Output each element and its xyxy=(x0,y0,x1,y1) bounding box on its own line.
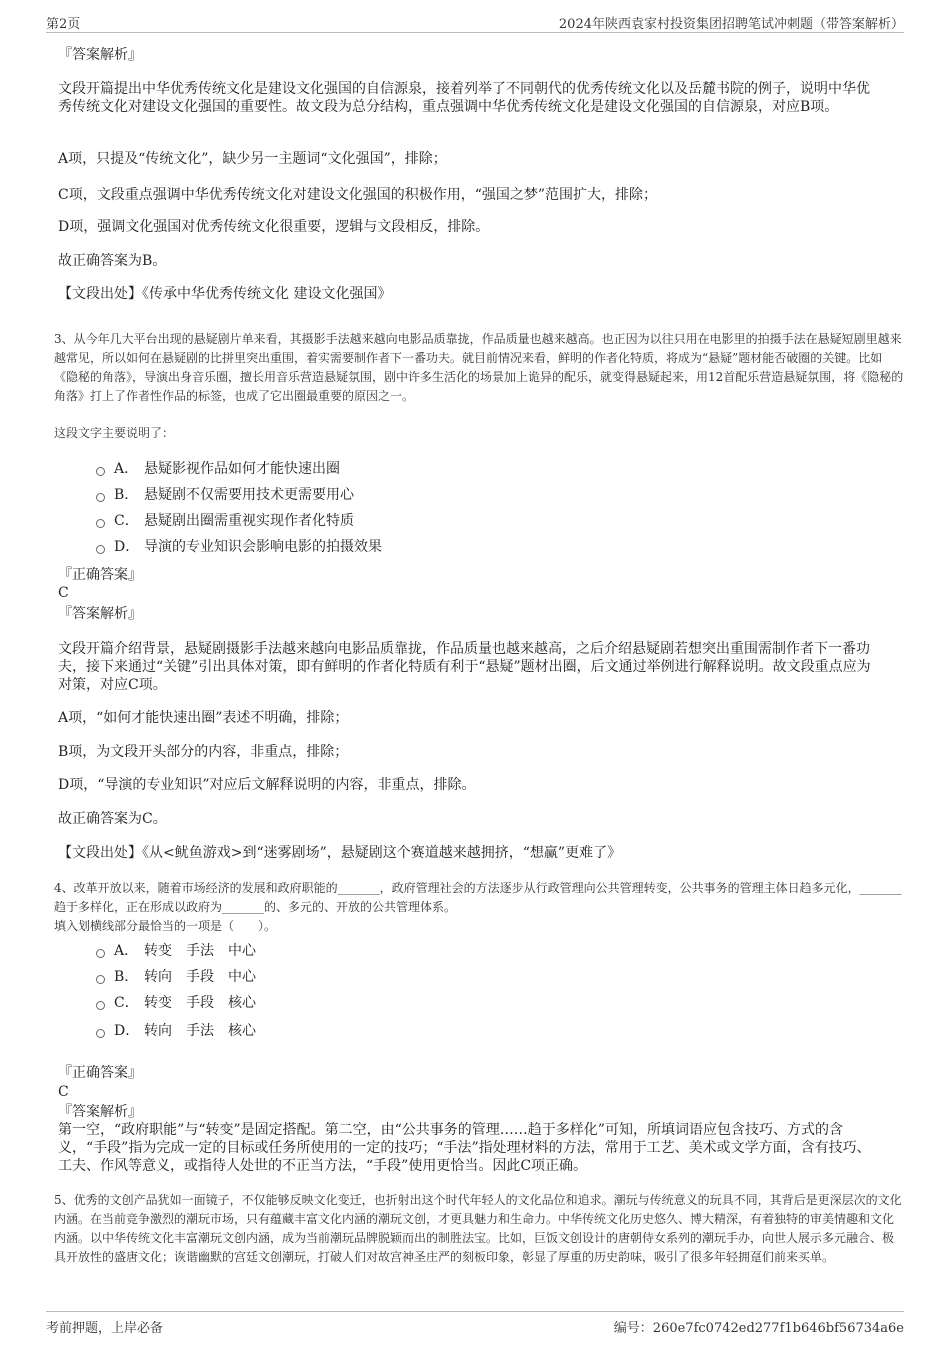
page-footer xyxy=(46,1311,904,1338)
q3-correct-answer: C xyxy=(58,585,69,601)
radio-icon[interactable] xyxy=(96,493,105,502)
q2-option-c-analysis: C项，文段重点强调中华优秀传统文化对建设文化强国的积极作用，“强国之梦”范围扩大，排除； xyxy=(58,187,658,203)
radio-icon[interactable] xyxy=(96,467,105,476)
q2-conclusion: 故正确答案为B。 xyxy=(58,253,167,269)
q3-option-c[interactable]: C． 悬疑剧出圈需重视实现作者化特质 xyxy=(96,512,354,530)
radio-icon[interactable] xyxy=(96,949,105,958)
q3-stem: 3、从今年几大平台出现的悬疑剧片单来看，其摄影手法越来越向电影品质靠拢，作品质量也越来越高。也正因为以往只用在电影里的拍摄手法在悬疑短剧里越来越常见，所以如何在悬疑剧的比拼里突出重围，着实需要制作者下一番功夫。就目前情况来看，鲜明的作者化特质，将成为“悬疑”题材能否破圈的关键。比如《隐秘的角落》，导演出身音乐圈，擅长用音乐营造悬疑氛围，剧中许多生活化的场景加上诡异的配乐，就变得悬疑起来，用12首配乐营造悬疑氛围，将《隐秘的角落》打上了作者性作品的标签，也成了它出圈最重要的原因之一。 xyxy=(54,332,904,403)
q3-option-b-analysis: B项，为文段开头部分的内容，非重点，排除； xyxy=(58,744,349,760)
q2-option-a-analysis: A项，只提及“传统文化”，缺少另一主题词“文化强国”，排除； xyxy=(58,151,447,167)
radio-icon[interactable] xyxy=(96,519,105,528)
radio-icon[interactable] xyxy=(96,1001,105,1010)
page-number: 第2页 xyxy=(46,17,81,32)
q3-option-a-analysis: A项，“如何才能快速出圈”表述不明确，排除； xyxy=(58,710,349,726)
q3-option-b[interactable]: B． 悬疑剧不仅需要用技术更需要用心 xyxy=(96,486,354,504)
q4-prompt: 填入划横线部分最恰当的一项是（ ）。 xyxy=(54,919,277,933)
q2-analysis-label: 『答案解析』 xyxy=(58,47,142,63)
q4-analysis-label: 『答案解析』 xyxy=(58,1104,142,1120)
radio-icon[interactable] xyxy=(96,975,105,984)
q4-correct-answer: C xyxy=(58,1084,69,1100)
q3-option-a[interactable]: A． 悬疑影视作品如何才能快速出圈 xyxy=(96,460,340,478)
q4-analysis-text: 第一空，“政府职能”与“转变”是固定搭配。第二空，由“公共事务的管理……趋于多样化”可知，所填词语应包含技巧、方式的含义，“手段”指为完成一定的目标或任务所使用的一定的技巧；“手法”指处理材料的方法，常用于工艺、美术或文学方面，含有技巧、工夫、作风等意义，或指待人处世的不正当方法，“手段”使用更恰当。因此C项正确。 xyxy=(58,1122,871,1174)
page-header xyxy=(46,10,904,33)
q3-analysis-text: 文段开篇介绍背景，悬疑剧摄影手法越来越向电影品质靠拢，作品质量也越来越高，之后介绍悬疑剧若想突出重围需制作者下一番功夫，接下来通过“关键”引出具体对策，即有鲜明的作者化特质有利于“悬疑”题材出圈，后文通过举例进行解释说明。故文段重点应为对策，对应C项。 xyxy=(58,641,871,693)
q4-option-c[interactable]: C． 转变 手段 核心 xyxy=(96,994,256,1012)
document-code: 编号：260e7fc0742ed277f1b646bf56734a6e xyxy=(613,1321,904,1336)
q4-option-a[interactable]: A． 转变 手法 中心 xyxy=(96,942,256,960)
document-title: 2024年陕西袁家村投资集团招聘笔试冲刺题（带答案解析） xyxy=(558,17,904,32)
q3-option-d[interactable]: D． 导演的专业知识会影响电影的拍摄效果 xyxy=(96,538,382,556)
q4-stem: 4、改革开放以来，随着市场经济的发展和政府职能的_______，政府管理社会的方法逐步从行政管理向公共管理转变，公共事务的管理主体日趋多元化，_______趋于多样化，正在形成以政府为_______的、多元的、开放的公共管理体系。 xyxy=(54,881,902,914)
q4-correct-label: 『正确答案』 xyxy=(58,1065,142,1081)
q3-conclusion: 故正确答案为C。 xyxy=(58,811,167,827)
q2-option-d-analysis: D项，强调文化强国对优秀传统文化很重要，逻辑与文段相反，排除。 xyxy=(58,219,490,235)
radio-icon[interactable] xyxy=(96,1029,105,1038)
q4-option-b[interactable]: B． 转向 手段 中心 xyxy=(96,968,256,986)
q3-correct-label: 『正确答案』 xyxy=(58,567,142,583)
q3-option-d-analysis: D项，“导演的专业知识”对应后文解释说明的内容，非重点，排除。 xyxy=(58,777,476,793)
footer-slogan: 考前押题，上岸必备 xyxy=(46,1321,164,1336)
q3-prompt: 这段文字主要说明了： xyxy=(54,426,175,440)
radio-icon[interactable] xyxy=(96,545,105,554)
q2-source: 【文段出处】《传承中华优秀传统文化 建设文化强国》 xyxy=(58,286,392,302)
q5-stem: 5、优秀的文创产品犹如一面镜子，不仅能够反映文化变迁，也折射出这个时代年轻人的文化品位和追求。潮玩与传统意义的玩具不同，其背后是更深层次的文化内涵。在当前竞争激烈的潮玩市场，只有蕴藏丰富文化内涵的潮玩文创，才更具魅力和生命力。中华传统文化历史悠久、博大精深，有着独特的审美情趣和文化内涵。以中华传统文化丰富潮玩文创内涵，成为当前潮玩品牌脱颖而出的制胜法宝。比如，巨饭文创设计的唐朝侍女系列的潮玩手办，向世人展示多元融合、极具开放性的盛唐文化；诙谐幽默的宫廷文创潮玩，打破人们对故宫神圣庄严的刻板印象，彰显了厚重的历史韵味，吸引了很多年轻拥趸们前来买单。 xyxy=(54,1193,902,1264)
q3-source: 【文段出处】《从<鱿鱼游戏>到“迷雾剧场”，悬疑剧这个赛道越来越拥挤，“想赢”更难了》 xyxy=(58,845,622,861)
q3-analysis-label: 『答案解析』 xyxy=(58,606,142,622)
q4-option-d[interactable]: D． 转向 手法 核心 xyxy=(96,1022,256,1040)
q2-analysis-text: 文段开篇提出中华优秀传统文化是建设文化强国的自信源泉，接着列举了不同朝代的优秀传统文化以及岳麓书院的例子，说明中华优秀传统文化对建设文化强国的重要性。故文段为总分结构，重点强调中华优秀传统文化是建设文化强国的自信源泉，对应B项。 xyxy=(58,81,870,115)
